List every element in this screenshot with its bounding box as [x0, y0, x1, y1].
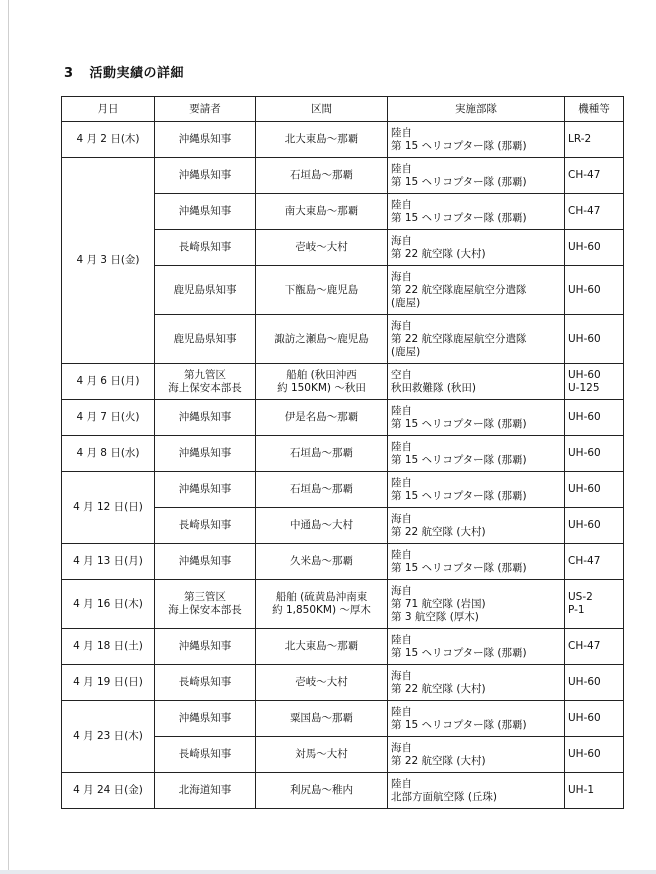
aircraft-cell-line: UH-60: [568, 411, 601, 423]
unit-cell-line: 海自: [391, 234, 412, 247]
unit-cell-line: 海自: [391, 319, 412, 332]
unit-cell-line: 第 15 ヘリコプター隊 (那覇): [391, 139, 527, 152]
table-row: [62, 629, 624, 665]
route-cell-line: 中通島～大村: [290, 519, 353, 531]
table-body: [62, 122, 624, 809]
unit-cell-line: 第 15 ヘリコプター隊 (那覇): [391, 718, 527, 731]
aircraft-cell: [565, 629, 624, 665]
route-cell-line: 伊是名島～那覇: [284, 411, 359, 423]
table-row: [62, 472, 624, 508]
route-cell-line: 南大東島～那覇: [284, 205, 359, 217]
unit-cell-line: 陸自: [391, 198, 412, 211]
aircraft-cell: [565, 364, 624, 400]
requester-cell-line: 沖縄県知事: [178, 483, 232, 495]
requester-cell-line: 沖縄県知事: [178, 169, 232, 181]
column-header-route: 区間: [256, 97, 388, 122]
requester-cell: [155, 266, 256, 315]
unit-cell-line: 第 15 ヘリコプター隊 (那覇): [391, 175, 527, 188]
route-cell: [256, 508, 388, 544]
unit-cell-line: 第 22 航空隊鹿屋航空分遣隊: [391, 283, 527, 296]
route-cell-line: 石垣島～那覇: [290, 169, 353, 181]
aircraft-cell-line: CH-47: [568, 205, 601, 217]
unit-cell-line: 第 22 航空隊 (大村): [391, 682, 486, 695]
aircraft-cell: [565, 737, 624, 773]
aircraft-cell-line: P-1: [568, 604, 585, 616]
table-row: [62, 436, 624, 472]
aircraft-cell-line: CH-47: [568, 169, 601, 181]
requester-cell: [155, 400, 256, 436]
unit-cell-line: 第 3 航空隊 (厚木): [391, 610, 479, 623]
unit-cell: [388, 773, 565, 809]
route-cell: [256, 194, 388, 230]
date-cell: 4 月 3 日(金): [62, 158, 155, 364]
unit-cell: [388, 665, 565, 701]
table-row: [62, 122, 624, 158]
route-cell: [256, 400, 388, 436]
requester-cell-line: 第三管区: [184, 591, 226, 603]
date-cell: 4 月 12 日(日): [62, 472, 155, 544]
aircraft-cell: [565, 472, 624, 508]
requester-cell: [155, 544, 256, 580]
requester-cell-line: 鹿児島県知事: [173, 283, 237, 296]
aircraft-cell-line: CH-47: [568, 555, 601, 567]
aircraft-cell-line: UH-60: [568, 241, 601, 253]
route-cell: [256, 472, 388, 508]
route-cell-line: 石垣島～那覇: [290, 483, 353, 495]
date-cell: 4 月 7 日(火): [62, 400, 155, 436]
requester-cell-line: 沖縄県知事: [178, 447, 232, 459]
route-cell-line: 対馬～大村: [295, 748, 348, 760]
aircraft-cell: [565, 436, 624, 472]
route-cell: [256, 737, 388, 773]
aircraft-cell-line: UH-1: [568, 784, 595, 796]
date-cell: 4 月 18 日(土): [62, 629, 155, 665]
unit-cell-line: (鹿屋): [391, 296, 421, 309]
route-cell-line: 利尻島～稚内: [290, 784, 353, 796]
route-cell: [256, 701, 388, 737]
unit-cell: [388, 580, 565, 629]
requester-cell: [155, 773, 256, 809]
unit-cell-line: 陸自: [391, 548, 412, 561]
requester-cell: [155, 436, 256, 472]
table-row: [62, 701, 624, 737]
route-cell-line: 船舶 (硫黄島沖南東: [275, 591, 368, 603]
date-cell: 4 月 13 日(月): [62, 544, 155, 580]
unit-cell-line: 陸自: [391, 705, 412, 718]
unit-cell-line: 第 71 航空隊 (岩国): [391, 597, 486, 610]
date-cell: 4 月 2 日(木): [62, 122, 155, 158]
aircraft-cell: [565, 400, 624, 436]
route-cell: [256, 315, 388, 364]
requester-cell: [155, 737, 256, 773]
unit-cell-line: 第 15 ヘリコプター隊 (那覇): [391, 561, 527, 574]
requester-cell: [155, 629, 256, 665]
requester-cell: [155, 508, 256, 544]
aircraft-cell: [565, 158, 624, 194]
requester-cell-line: 沖縄県知事: [178, 411, 232, 423]
unit-cell-line: 海自: [391, 584, 412, 597]
date-cell: 4 月 8 日(水): [62, 436, 155, 472]
unit-cell-line: 第 15 ヘリコプター隊 (那覇): [391, 453, 527, 466]
aircraft-cell-line: UH-60: [568, 712, 601, 724]
route-cell-line: 北大東島～那覇: [284, 133, 359, 145]
column-header-aircraft: 機種等: [565, 97, 624, 122]
requester-cell-line: 沖縄県知事: [178, 133, 232, 145]
requester-cell: [155, 230, 256, 266]
unit-cell: [388, 400, 565, 436]
aircraft-cell: [565, 701, 624, 737]
date-cell: 4 月 16 日(木): [62, 580, 155, 629]
unit-cell: [388, 544, 565, 580]
route-cell-line: 久米島～那覇: [290, 555, 353, 567]
table-row: [62, 580, 624, 629]
table-row: [62, 773, 624, 809]
page-left-border: [8, 0, 9, 874]
unit-cell-line: 陸自: [391, 633, 412, 646]
requester-cell: [155, 472, 256, 508]
route-cell: [256, 665, 388, 701]
unit-cell: [388, 508, 565, 544]
unit-cell-line: 第 22 航空隊 (大村): [391, 754, 486, 767]
route-cell: [256, 266, 388, 315]
unit-cell: [388, 472, 565, 508]
aircraft-cell-line: UH-60: [568, 519, 601, 531]
requester-cell-line: 鹿児島県知事: [173, 332, 237, 345]
requester-cell: [155, 194, 256, 230]
aircraft-cell: [565, 266, 624, 315]
route-cell: [256, 158, 388, 194]
bottom-edge: [0, 870, 656, 874]
unit-cell: [388, 194, 565, 230]
aircraft-cell: [565, 315, 624, 364]
unit-cell-line: 第 22 航空隊 (大村): [391, 525, 486, 538]
route-cell-line: 下甑島～鹿児島: [284, 283, 359, 296]
requester-cell: [155, 158, 256, 194]
table-row: [62, 544, 624, 580]
aircraft-cell: [565, 580, 624, 629]
aircraft-cell-line: LR-2: [568, 133, 592, 145]
column-header-date: 月日: [62, 97, 155, 122]
route-cell-line: 粟国島～那覇: [290, 712, 353, 724]
aircraft-cell-line: U-125: [568, 381, 600, 394]
unit-cell-line: 第 15 ヘリコプター隊 (那覇): [391, 489, 527, 502]
unit-cell-line: 陸自: [391, 440, 412, 453]
requester-cell: [155, 665, 256, 701]
unit-cell-line: 海自: [391, 741, 412, 754]
route-cell-line: 石垣島～那覇: [290, 447, 353, 459]
unit-cell-line: 海自: [391, 512, 412, 525]
unit-cell-line: 海自: [391, 270, 412, 283]
requester-cell-line: 沖縄県知事: [178, 555, 232, 567]
unit-cell: [388, 701, 565, 737]
section-title: 活動実績の詳細: [89, 66, 185, 81]
column-header-requester: 要請者: [155, 97, 256, 122]
route-cell-line: 約 150KM) ～秋田: [277, 381, 366, 394]
unit-cell-line: 第 22 航空隊鹿屋航空分遣隊: [391, 332, 527, 345]
requester-cell: [155, 122, 256, 158]
route-cell: [256, 122, 388, 158]
aircraft-cell-line: UH-60: [568, 447, 601, 459]
requester-cell-line: 長崎県知事: [178, 241, 232, 253]
aircraft-cell: [565, 665, 624, 701]
route-cell-line: 北大東島～那覇: [284, 640, 359, 652]
unit-cell: [388, 737, 565, 773]
unit-cell: [388, 629, 565, 665]
aircraft-cell-line: UH-60: [568, 748, 601, 760]
requester-cell: [155, 364, 256, 400]
unit-cell-line: 第 15 ヘリコプター隊 (那覇): [391, 417, 527, 430]
unit-cell-line: 第 15 ヘリコプター隊 (那覇): [391, 211, 527, 224]
route-cell: [256, 629, 388, 665]
route-cell: [256, 436, 388, 472]
unit-cell-line: 第 15 ヘリコプター隊 (那覇): [391, 646, 527, 659]
aircraft-cell: [565, 773, 624, 809]
requester-cell-line: 沖縄県知事: [178, 640, 232, 652]
date-cell: 4 月 24 日(金): [62, 773, 155, 809]
unit-cell: [388, 230, 565, 266]
activity-records-table: [61, 96, 624, 809]
table-row: [62, 400, 624, 436]
route-cell-line: 壱岐～大村: [295, 241, 348, 253]
aircraft-cell-line: UH-60: [568, 483, 601, 495]
date-cell: 4 月 23 日(木): [62, 701, 155, 773]
aircraft-cell: [565, 544, 624, 580]
aircraft-cell: [565, 230, 624, 266]
unit-cell-line: 第 22 航空隊 (大村): [391, 247, 486, 260]
requester-cell-line: 長崎県知事: [178, 519, 232, 531]
section-heading: [64, 62, 184, 81]
requester-cell-line: 北海道知事: [178, 784, 232, 796]
aircraft-cell-line: CH-47: [568, 640, 601, 652]
unit-cell: [388, 158, 565, 194]
unit-cell: [388, 266, 565, 315]
route-cell: [256, 364, 388, 400]
route-cell: [256, 544, 388, 580]
requester-cell: [155, 701, 256, 737]
route-cell: [256, 230, 388, 266]
route-cell: [256, 773, 388, 809]
unit-cell-line: 海自: [391, 669, 412, 682]
unit-cell-line: 陸自: [391, 476, 412, 489]
unit-cell-line: (鹿屋): [391, 345, 421, 358]
table-header-row: [62, 97, 624, 122]
route-cell: [256, 580, 388, 629]
route-cell-line: 約 1,850KM) ～厚木: [272, 604, 371, 616]
unit-cell-line: 陸自: [391, 777, 412, 790]
unit-cell: [388, 364, 565, 400]
column-header-unit: 実施部隊: [388, 97, 565, 122]
aircraft-cell: [565, 508, 624, 544]
date-cell: 4 月 19 日(日): [62, 665, 155, 701]
requester-cell: [155, 315, 256, 364]
route-cell-line: 船舶 (秋田沖西: [286, 368, 357, 381]
unit-cell-line: 空自: [391, 368, 412, 381]
aircraft-cell: [565, 122, 624, 158]
aircraft-cell-line: UH-60: [568, 283, 601, 296]
table-row: [62, 364, 624, 400]
requester-cell-line: 海上保安本部長: [168, 604, 242, 616]
route-cell-line: 諏訪之瀬島～鹿児島: [274, 332, 369, 345]
unit-cell-line: 北部方面航空隊 (丘珠): [391, 790, 498, 803]
unit-cell: [388, 436, 565, 472]
table-row: [62, 158, 624, 194]
unit-cell: [388, 315, 565, 364]
aircraft-cell-line: US-2: [568, 591, 593, 603]
aircraft-cell-line: UH-60: [568, 332, 601, 345]
unit-cell: [388, 122, 565, 158]
aircraft-cell: [565, 194, 624, 230]
route-cell-line: 壱岐～大村: [295, 676, 348, 688]
unit-cell-line: 秋田救難隊 (秋田): [391, 381, 477, 394]
unit-cell-line: 陸自: [391, 126, 412, 139]
table-row: [62, 665, 624, 701]
requester-cell-line: 沖縄県知事: [178, 712, 232, 724]
unit-cell-line: 陸自: [391, 162, 412, 175]
section-number: 3: [64, 66, 74, 81]
date-cell: 4 月 6 日(月): [62, 364, 155, 400]
requester-cell-line: 海上保安本部長: [168, 381, 242, 394]
aircraft-cell-line: UH-60: [568, 676, 601, 688]
requester-cell: [155, 580, 256, 629]
aircraft-cell-line: UH-60: [568, 368, 601, 381]
requester-cell-line: 沖縄県知事: [178, 205, 232, 217]
requester-cell-line: 長崎県知事: [178, 676, 232, 688]
unit-cell-line: 陸自: [391, 404, 412, 417]
requester-cell-line: 第九管区: [184, 368, 226, 381]
requester-cell-line: 長崎県知事: [178, 748, 232, 760]
